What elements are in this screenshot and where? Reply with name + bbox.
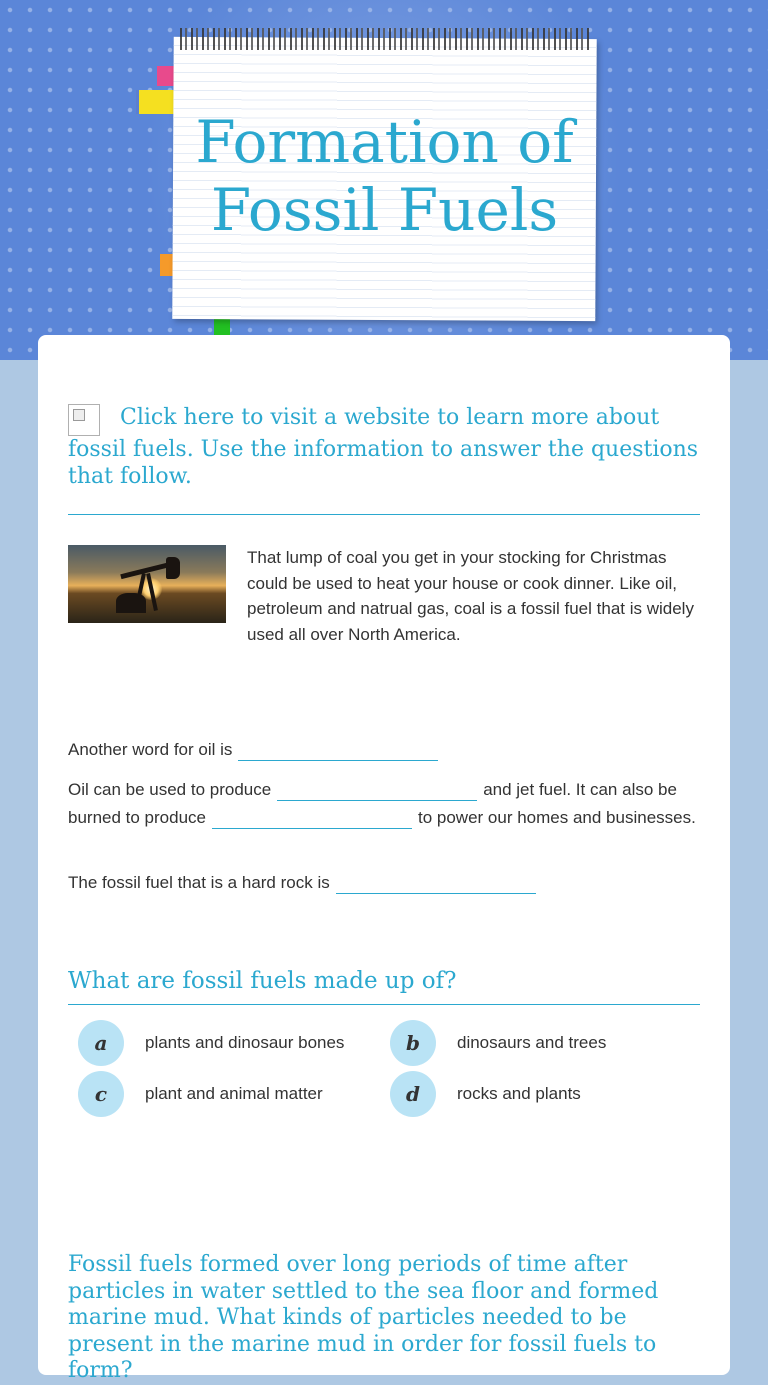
intro-link[interactable] [68,404,700,490]
intro-text[interactable]: Click here to visit a website to learn more about fossil fuels. Use the information to answer the questions that follow. [68,405,699,489]
divider [68,1004,700,1005]
answer-blank-1[interactable] [238,741,438,761]
pump-base [116,593,146,613]
option-d[interactable] [390,1071,581,1117]
question-1-prompt: What are fossil fuels made up of? [68,968,457,994]
option-text-b[interactable]: dinosaurs and trees [457,1033,607,1052]
answer-blank-3[interactable] [212,809,412,829]
option-letter-d[interactable]: d [390,1071,436,1117]
pump-head [166,557,180,579]
option-letter-c[interactable]: c [78,1071,124,1117]
passage-text: That lump of coal you get in your stocking for Christmas could be used to heat your house or cook dinner. Like oil, petroleum and natrual gas, coal is a fossil fuel that is widely used all over North America. [247,548,694,644]
option-text-c[interactable]: plant and animal matter [145,1084,323,1103]
title-line-1: Formation of [195,108,574,176]
fill-in-line-1 [68,736,708,764]
answer-blank-2[interactable] [277,781,477,801]
answer-blank-4[interactable] [336,874,536,894]
title-line-2: Fossil Fuels [210,176,559,244]
option-letter-a[interactable]: a [78,1020,124,1066]
option-c[interactable] [78,1071,323,1117]
option-b[interactable] [390,1020,606,1066]
fill-text: and jet fuel. It can also be burned to produce [68,780,677,827]
notepad-spiral [180,28,590,50]
question-2-prompt: Fossil fuels formed over long periods of time after particles in water settled to the sea floor and formed marine mud. What kinds of particles needed to be present in the marine mud in order for fossil fuels to form? [68,1252,659,1383]
notepad-tab-yellow [139,90,175,114]
page-title [173,108,596,244]
fill-text: Oil can be used to produce [68,780,272,799]
notepad-tab-pink [157,66,175,86]
divider [68,514,700,515]
fill-text: The fossil fuel that is a hard rock is [68,873,330,892]
option-text-a[interactable]: plants and dinosaur bones [145,1033,345,1052]
fill-text: to power our homes and businesses. [418,808,696,827]
fill-in-line-2 [68,776,708,832]
broken-image-icon[interactable] [68,404,100,436]
fill-in-line-3 [68,869,708,897]
option-text-d[interactable]: rocks and plants [457,1084,581,1103]
oil-pump-photo [68,545,226,623]
notepad-tab-green [214,318,230,336]
worksheet-card [38,335,730,1375]
option-letter-b[interactable]: b [390,1020,436,1066]
option-a[interactable] [78,1020,344,1066]
fill-text: Another word for oil is [68,740,233,759]
